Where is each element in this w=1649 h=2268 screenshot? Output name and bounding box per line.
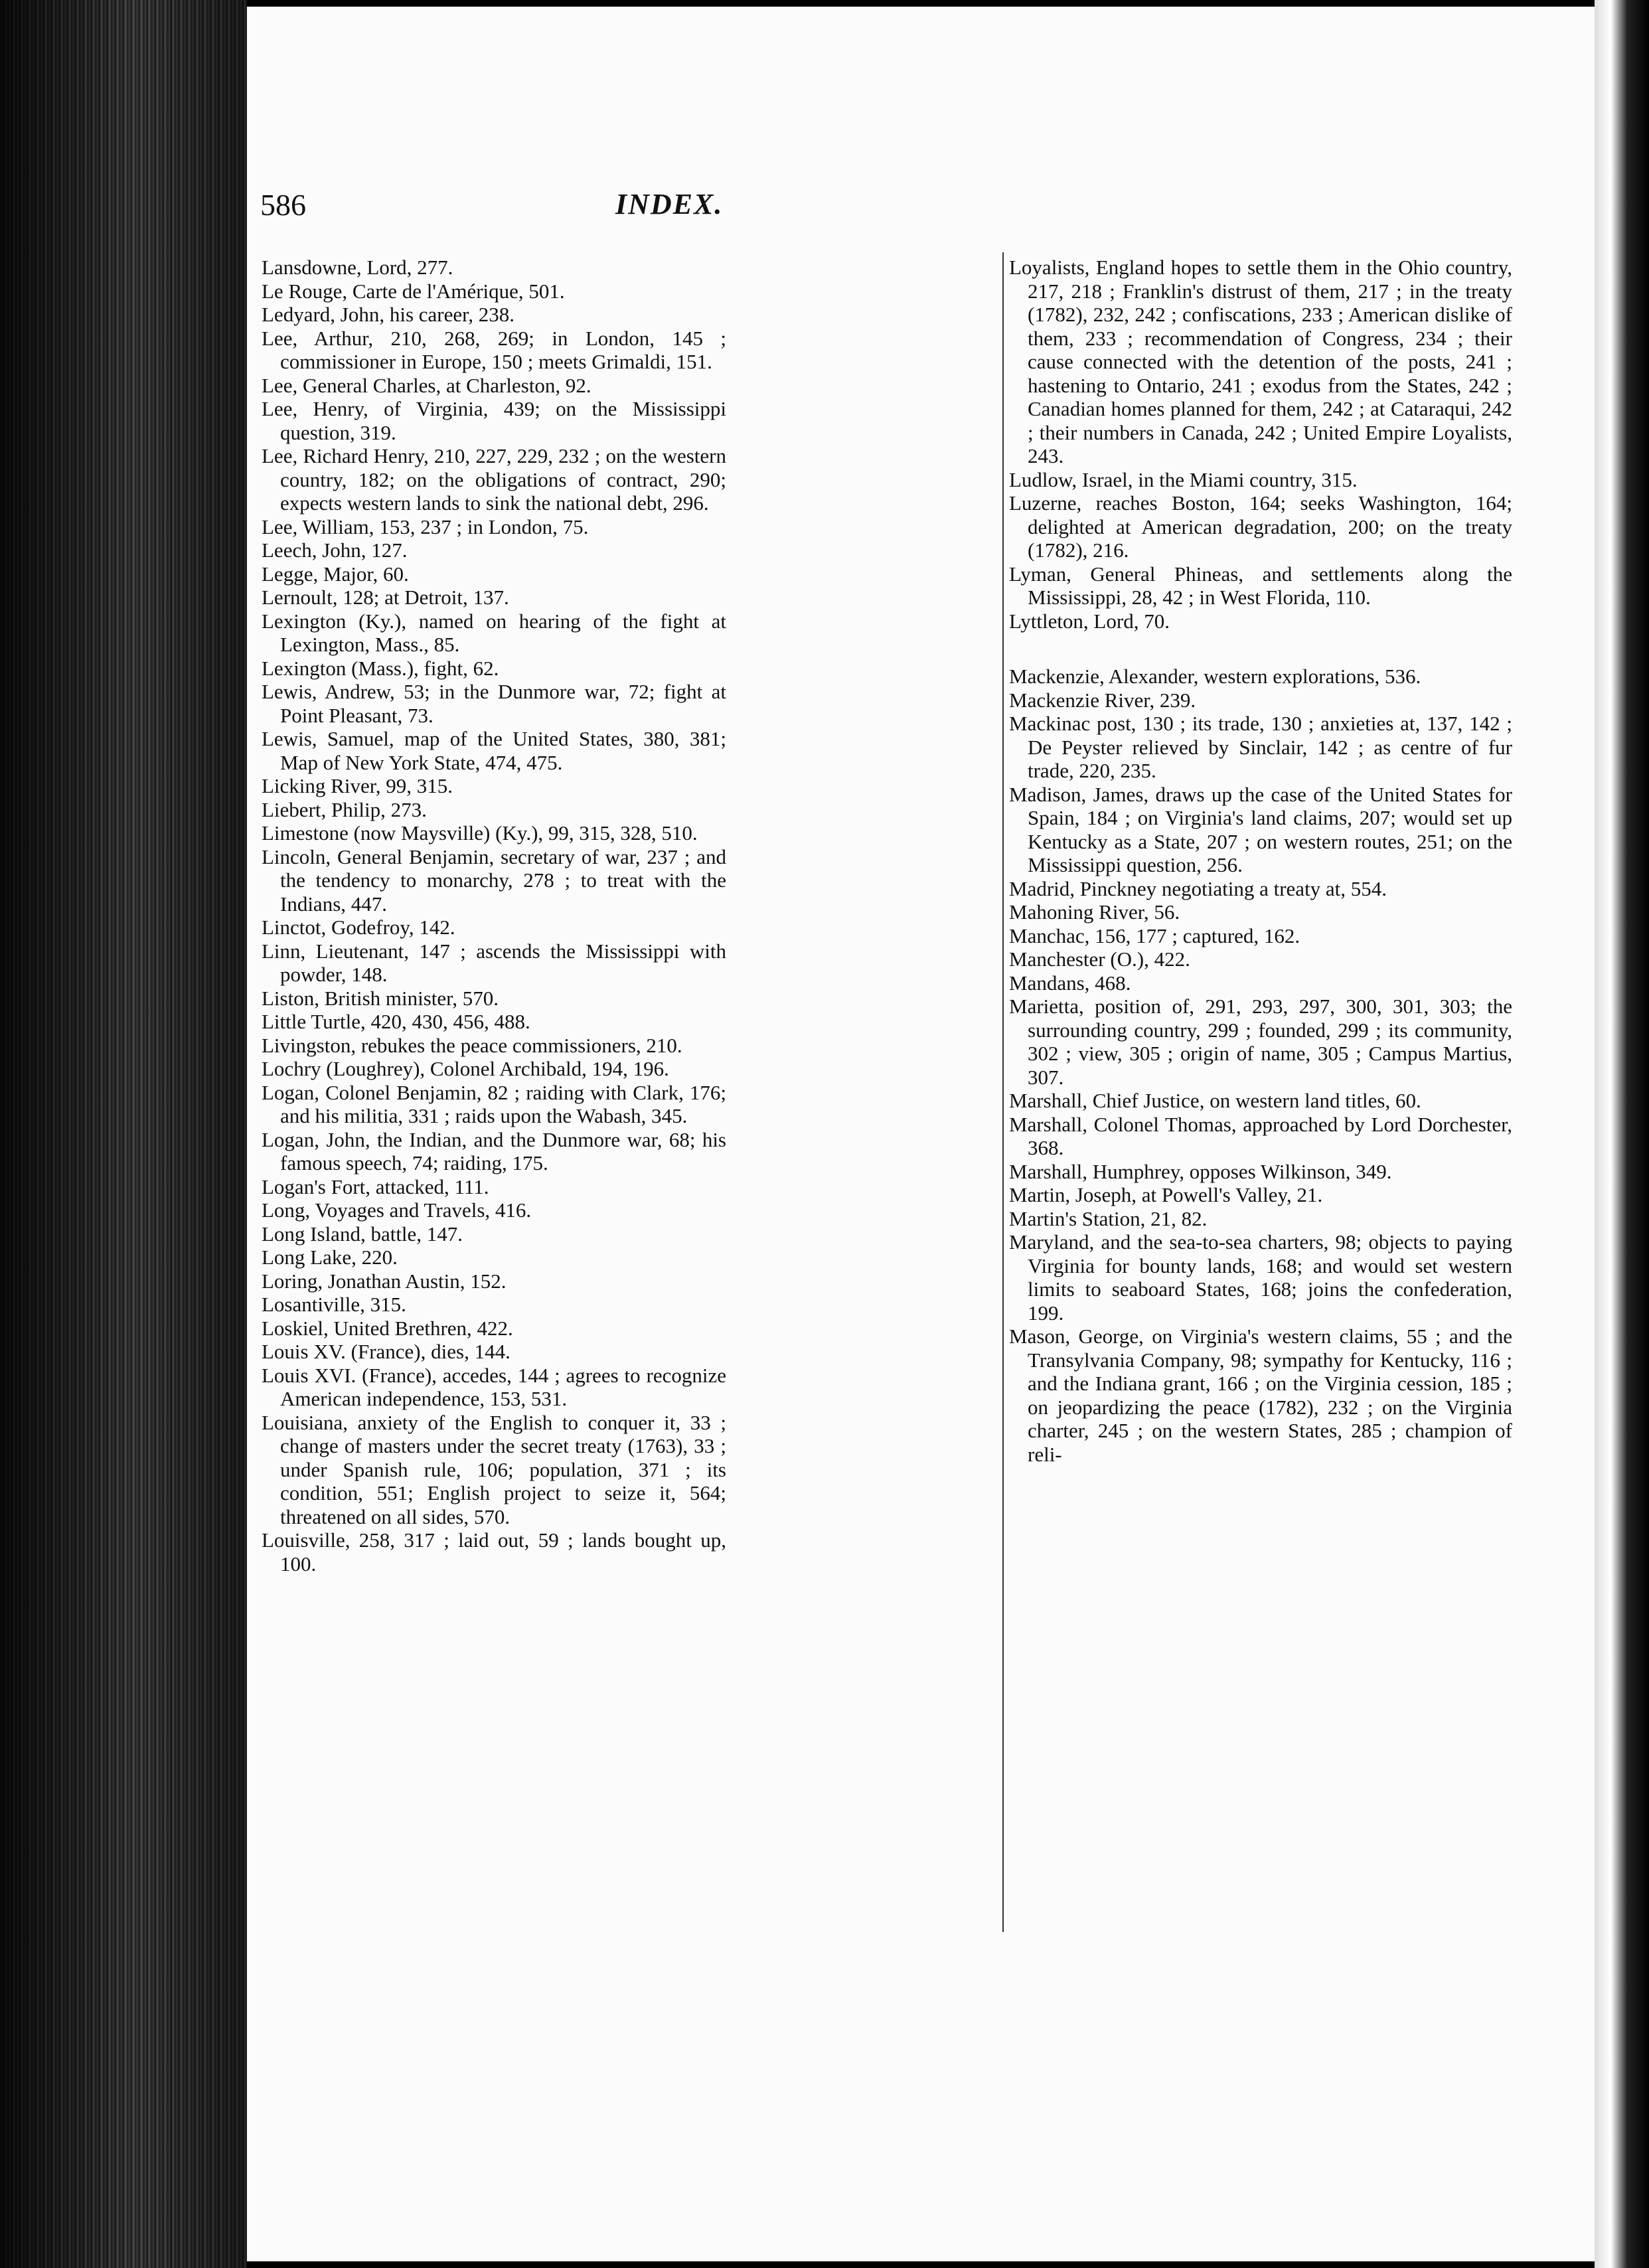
index-entry: Losantiville, 315.: [262, 1293, 406, 1316]
index-entry: Long Lake, 220.: [262, 1246, 398, 1269]
index-entry: Le Rouge, Carte de l'Amérique, 501.: [262, 279, 565, 303]
page-number: 586: [260, 188, 306, 222]
index-entry: Legge, Major, 60.: [262, 562, 409, 586]
index-entry: Lexington (Ky.), named on hearing of the fight at Lexington, Mass., 85.: [262, 609, 726, 656]
index-entry: Logan, Colonel Benjamin, 82 ; raiding with Clark, 176; and his militia, 331 ; raids upon the Wabash, 345.: [262, 1080, 726, 1127]
index-entry: Liston, British minister, 570.: [262, 986, 499, 1010]
index-entry: Long, Voyages and Travels, 416.: [262, 1198, 532, 1222]
index-entry: Loring, Jonathan Austin, 152.: [262, 1269, 507, 1293]
index-entry: Lewis, Samuel, map of the United States, 380, 381; Map of New York State, 474, 475.: [262, 727, 726, 774]
index-entry: Marshall, Humphrey, opposes Wilkinson, 349.: [1009, 1159, 1392, 1183]
index-entry: Loskiel, United Brethren, 422.: [262, 1316, 513, 1340]
index-entry: Mahoning River, 56.: [1009, 900, 1180, 924]
index-entry: Ledyard, John, his career, 238.: [262, 303, 514, 326]
index-entry: Licking River, 99, 315.: [262, 774, 453, 797]
index-entry: Linctot, Godefroy, 142.: [262, 916, 455, 939]
index-entry: Manchester (O.), 422.: [1009, 947, 1190, 971]
index-entry: Marshall, Colonel Thomas, approached by Lord Dorchester, 368.: [1009, 1112, 1512, 1159]
index-entry: Logan's Fort, attacked, 111.: [262, 1174, 489, 1198]
index-column-left: [262, 256, 726, 1576]
index-entry: Louisville, 258, 317 ; laid out, 59 ; lands bought up, 100.: [262, 1528, 726, 1576]
index-entry: Mackenzie River, 239.: [1009, 688, 1196, 712]
index-entry: Marshall, Chief Justice, on western land titles, 60.: [1009, 1089, 1421, 1112]
index-entry: Madison, James, draws up the case of the United States for Spain, 184 ; on Virginia's land claims, 207; would set up Kentucky as a State, 207 ; on western routes, 251; on the Mississippi question, 256.: [1009, 782, 1512, 876]
index-entry: Louisiana, anxiety of the English to conquer it, 33 ; change of masters under the secret treaty (1763), 33 ; under Spanish rule, 106; population, 371 ; its condition, 551; English project to seize it, 564; threatened on all sides, 570.: [262, 1410, 726, 1528]
page-header: [260, 187, 1037, 227]
index-column-right: [1009, 256, 1512, 1466]
index-entry: Mackinac post, 130 ; its trade, 130 ; anxieties at, 137, 142 ; De Peyster relieved by Sinclair, 142 ; as centre of fur trade, 220, 235.: [1009, 712, 1512, 782]
index-entry: Lee, Richard Henry, 210, 227, 229, 232 ; on the western country, 182; on the obligations of contract, 290; expects western lands to sink the national debt, 296.: [262, 444, 726, 515]
index-entry: Loyalists, England hopes to settle them in the Ohio country, 217, 218 ; Franklin's distrust of them, 217 ; in the treaty (1782), 232, 242 ; confiscations, 233 ; American dislike of them, 233 ; recommendation of Congress, 234 ; their cause connected with the detention of the posts, 241 ; hastening to Ontario, 241 ; exodus from the States, 242 ; Canadian homes planned for them, 242 ; at Cataraqui, 242 ; their numbers in Canada, 242 ; United Empire Loyalists, 243.: [1009, 256, 1512, 467]
index-entry: Linn, Lieutenant, 147 ; ascends the Mississippi with powder, 148.: [262, 939, 726, 986]
index-entry: Lernoult, 128; at Detroit, 137.: [262, 586, 509, 609]
index-entry: Lansdowne, Lord, 277.: [262, 256, 453, 279]
index-entry: Madrid, Pinckney negotiating a treaty at, 554.: [1009, 876, 1387, 900]
index-entry: Lee, Henry, of Virginia, 439; on the Mississippi question, 319.: [262, 397, 726, 444]
index-entry: Long Island, battle, 147.: [262, 1222, 463, 1246]
index-entry: Martin, Joseph, at Powell's Valley, 21.: [1009, 1183, 1323, 1206]
index-entry: Limestone (now Maysville) (Ky.), 99, 315, 328, 510.: [262, 821, 698, 845]
book-edge: [0, 0, 247, 2268]
facing-page-edge: [1595, 0, 1649, 2268]
index-entry: Lee, Arthur, 210, 268, 269; in London, 145 ; commissioner in Europe, 150 ; meets Grimaldi, 151.: [262, 326, 726, 373]
index-entry: Mackenzie, Alexander, western explorations, 536.: [1009, 665, 1421, 688]
index-entry: Little Turtle, 420, 430, 456, 488.: [262, 1010, 530, 1033]
index-entry: Logan, John, the Indian, and the Dunmore war, 68; his famous speech, 74; raiding, 175.: [262, 1127, 726, 1174]
index-entry: Lee, William, 153, 237 ; in London, 75.: [262, 515, 589, 538]
index-entry: Lewis, Andrew, 53; in the Dunmore war, 72; fight at Point Pleasant, 73.: [262, 680, 726, 727]
index-entry: Marietta, position of, 291, 293, 297, 300, 301, 303; the surrounding country, 299 ; founded, 299 ; its community, 302 ; view, 305 ; origin of name, 305 ; Campus Martius, 307.: [1009, 995, 1512, 1089]
index-entry: Liebert, Philip, 273.: [262, 797, 427, 821]
index-entry: Luzerne, reaches Boston, 164; seeks Washington, 164; delighted at American degradation, 200; on the treaty (1782), 216.: [1009, 491, 1512, 562]
index-entry: Leech, John, 127.: [262, 538, 408, 562]
index-entry: Lexington (Mass.), fight, 62.: [262, 656, 499, 680]
index-entry: Louis XVI. (France), accedes, 144 ; agrees to recognize American independence, 153, 531.: [262, 1363, 726, 1410]
running-head: INDEX.: [615, 188, 724, 220]
index-entry: Maryland, and the sea-to-sea charters, 98; objects to paying Virginia for bounty lands, 168; and would set western limits to seaboard States, 168; joins the confederation, 199.: [1009, 1230, 1512, 1325]
index-entry: Livingston, rebukes the peace commissioners, 210.: [262, 1033, 682, 1057]
index-entry: Lochry (Loughrey), Colonel Archibald, 194, 196.: [262, 1057, 669, 1080]
index-entry: Mandans, 468.: [1009, 971, 1131, 995]
column-divider: [1002, 252, 1004, 1932]
index-entry: Lyman, General Phineas, and settlements along the Mississippi, 28, 42 ; in West Florida, 110.: [1009, 562, 1512, 609]
index-entry: Manchac, 156, 177 ; captured, 162.: [1009, 924, 1300, 947]
section-gap: [1009, 633, 1512, 665]
index-entry: Mason, George, on Virginia's western claims, 55 ; and the Transylvania Company, 98; sympathy for Kentucky, 116 ; and the Indiana grant, 166 ; on the Virginia cession, 185 ; on jeopardizing the peace (1782), 232 ; on the Virginia charter, 245 ; on the western States, 285 ; champion of reli-: [1009, 1325, 1512, 1466]
index-entry: Louis XV. (France), dies, 144.: [262, 1340, 510, 1363]
index-entry: Lyttleton, Lord, 70.: [1009, 609, 1170, 633]
index-entry: Martin's Station, 21, 82.: [1009, 1206, 1208, 1230]
index-entry: Lincoln, General Benjamin, secretary of war, 237 ; and the tendency to monarchy, 278 ; to treat with the Indians, 447.: [262, 845, 726, 916]
index-entry: Lee, General Charles, at Charleston, 92.: [262, 373, 591, 397]
index-entry: Ludlow, Israel, in the Miami country, 315.: [1009, 467, 1358, 491]
